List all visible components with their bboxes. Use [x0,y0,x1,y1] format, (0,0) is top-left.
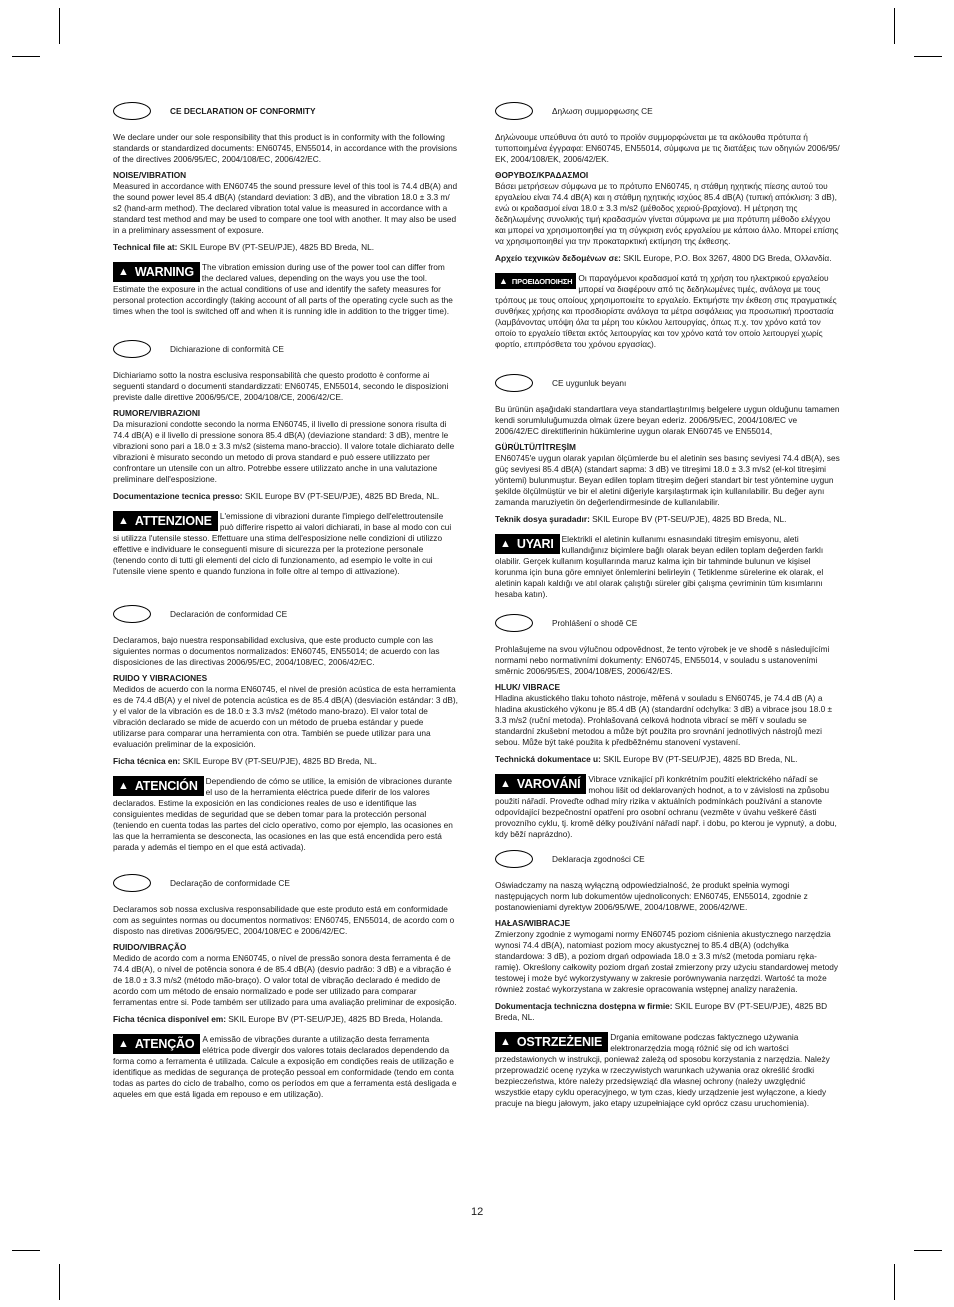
warning-triangle-icon: ▲ [118,779,129,792]
declaration-text: Prohlašujeme na svou výlučnou odpovědnost, že tento výrobek je ve shodě s následujícími normami nebo normativními dokumenty: EN60745, EN55014, v souladu s ustanoveními směrnic 2006/95/ES, 2004/108/ES, 2006/42/ES. [495,644,830,676]
warning-block [113,1034,458,1100]
warning-block [495,534,840,600]
declaration-text: Declaramos sob nossa exclusiva responsabilidade que este produto está em conformidade com as seguintes normas ou documentos normativos: EN60745, EN55014, de acordo com o disposto nas diretivas 2006/95/EC, 2004/108/EC e 2006/42/EC. [113,904,455,936]
section-header [495,374,840,392]
noise-vibration-heading: RUMORE/VIBRAZIONI [113,408,201,418]
noise-vibration-text: Measured in accordance with EN60745 the sound pressure level of this tool is 74.4 dB(A) and the sound power level 85.4 dB(A) (standard deviation: 3 dB), and the vibration 18.0 ± 3.3 m/ s2 (hand-arm method). The declared vibration total value is measured in accordance with a standard test method and may be used to compare one tool with another. It may also be used in a preliminary assessment of exposure. [113,181,458,235]
noise-vibration-text: Medidos de acuerdo con la norma EN60745, el nivel de presión acústica de esta herramienta es de 74.4 dB(A) y el nivel de potencia acústica es de 85.4 dB(A) (desviación estándar: 3 dB), y el valor de la vibración es de 18.0 ± 3.3 m/s2 (método mano-brazo). El valor total de vibración declarado se mide de acuerdo con un método de prueba estándar y puede utilizarse para comparar una herramienta con otra. También se puede utilizar para una evaluación preliminar de la exposición. [113,684,458,749]
warning-text: Drgania emitowane podczas faktycznego używania elektronarzędzia mogą różnić się od ich wartości przedstawionych w instrukcji, ponieważ zależą od sposobu korzystania z narzędzia. Należy przeprowadzić ocenę ryzyka w rzeczywistych warunkach używania oraz określić środki bezpieczeństwa, które należy przedsięwziąć dla własnej ochrony (należy uwzględnić wszystkie etapy cyklu operacyjnego, w tym czas, kiedy urządzenie jest wyłączone, a kiedy pracuje na biegu jałowym, jako etapy uzupełniające cykl oprócz czasu uruchomienia). [495,1032,830,1108]
warning-triangle-icon: ▲ [500,777,511,790]
declaration-section [495,374,840,600]
warning-label-box [113,1034,200,1054]
crop-mark [894,1264,895,1300]
technical-file-line [495,253,840,264]
technical-file-value: SKIL Europe, P.O. Box 3267, 4800 DG Breda, Ολλανδία. [620,253,832,263]
warning-text: The vibration emission during use of the power tool can differ from the declared values, depending on the ways you use the tool. Estimate the exposure in the actual conditions of use and identify the safety measures for personal protection accordingly (taking account of all parts of the operating cycle such as the times when the tool is switched off and when it is running idle in addition to the trigger time). [113,262,453,316]
warning-block [113,262,458,317]
warning-block [495,1032,840,1109]
warning-label: ATTENZIONE [134,513,212,528]
technical-file-line [495,514,840,525]
warning-label-box [113,776,204,796]
technical-file-label: Documentazione tecnica presso: [113,491,243,501]
warning-label-box [113,511,218,531]
technical-file-value: SKIL Europe BV (PT-SEU/PJE), 4825 BD Breda, Holanda. [225,1014,443,1024]
warning-text: Οι παραγόμενοι κραδασμοί κατά τη χρήση του ηλεκτρικού εργαλείου μπορεί να διαφέρουν από τις δεδηλωμένες τιμές, ανάλογα με τους τρόπους με τους οποίους χρησιμοποιείτε το εργαλείο. Εκτιμήστε την έκθεση στις πραγματικές συνθήκες χρήσης και προσδιορίστε ανάλογα τα μέτρα ασφάλειας για προσωπική προστασία (λαμβάνοντας υπόψη όλα τα μέρη του κύκλου λειτουργίας, όπως π.χ. τον χρόνο κατά τον οποίο το εργαλείο τίθεται εκτός λειτουργίας και τον χρόνο κατά τον οποίο λειτουργεί χωρίς φορτίο, επιπρόσθετα του χρόνου εργασίας). [495,273,837,349]
noise-vibration-text: Medido de acordo com a norma EN60745, o nível de pressão sonora desta ferramenta é de 74.4 dB(A), o nível de potência sonora é de 85.4 dB(A) (desvio padrão: 3 dB) e a vibração é de 18.0 ± 3.3 m/s2 (método mão-braço). O valor total de vibração declarado é medido de acordo com um método de ensaio normalizado e pode ser utilizado para comparar ferramentas entre si. Pode também ser utilizado para uma avaliação preliminar de exposição. [113,953,457,1007]
technical-file-value: SKIL Europe BV (PT-SEU/PJE), 4825 BD Breda, NL. [177,242,375,252]
section-title: CE DECLARATION OF CONFORMITY [170,106,316,116]
technical-file-label: Dokumentacja techniczna dostępna w firmie: [495,1001,673,1011]
warning-label-box [113,262,200,282]
language-oval-icon [495,614,533,632]
warning-text: Vibrace vznikající při konkrétním použití elektrického nářadí se mohou lišit od deklarovaných hodnot, a to v závislosti na způsobu použití nářadí. Proveďte odhad míry rizika v aktuálních podmínkách používání a stanovte odpovídající bezpečnostní opatření pro osobní ochranu (vezměte v úvahu veškeré části provozního cyklu, tj. kromě délky používání nářadí např. i dobu, po kterou je vypnutý, a dobu, kdy běží naprázdno). [495,774,837,839]
section-header [113,102,458,120]
noise-vibration-heading: RUIDO/VIBRAÇÃO [113,942,187,952]
technical-file-line [113,1014,458,1025]
warning-text: A emissão de vibrações durante a utilização desta ferramenta elétrica pode divergir dos valores totais declarados dependendo da forma como a ferramenta é utilizada. Calcule a exposição em condições reais de utilização e identifique as medidas de segurança de proteção pessoal em conformidade (tendo em conta todas as partes do ciclo de trabalho, como os períodos em que a ferramenta está desligada e aqueles em que está ligada em repouso e em utilização). [113,1034,457,1099]
noise-vibration-heading: HLUK/ VIBRACE [495,682,560,692]
declaration-text: Oświadczamy na naszą wyłączną odpowiedzialność, że produkt spełnia wymogi następujących norm lub dokumentów ujednoliconych: EN60745, EN55014, zgodnie z postanowieniami dyrektyw 2006/95/WE, 2004/108/WE, 2006/42/WE. [495,880,808,912]
technical-file-label: Teknik dosya şuradadır: [495,514,590,524]
technical-file-value: SKIL Europe BV (PT-SEU/PJE), 4825 BD Breda, NL. [242,491,440,501]
section-header [113,874,458,892]
warning-text: L'emissione di vibrazioni durante l'impiego dell'elettroutensile può differire rispetto ai valori dichiarati, in base al modo con cui si utilizza l'utensile stesso. Effettuare una stima dell'esposizione nelle condizioni di utilizzo effettive e individuare le conseguenti misure di sicurezza per la protezione personale (tenendo conto di tutti gli elementi del ciclo di funzionamento, ad esempio le volte in cui l'utensile viene spento e quando funziona in folle oltre al tempo di attivazione). [113,511,452,576]
warning-label-box [495,273,576,289]
warning-triangle-icon: ▲ [500,1035,511,1048]
technical-file-line [113,491,458,502]
language-oval-icon [113,874,151,892]
warning-text: Elektrikli el aletinin kullanımı esnasındaki titreşim emisyonu, aleti kullandığınız biçimlere bağlı olarak beyan edilen toplam değerden farklı olabilir. Gerçek kullanım koşullarında maruz kalma için bir tahminde bulunun ve kişisel korunma için buna göre emniyet önlemlerini belirleyin ( Tetiklenme sürelerine ek olarak, el aletinin kapalı kaldığı ve atıl olarak çalıştığı süreler gibi çalışma çevriminin tüm kısımlarını hesaba katın). [495,534,824,599]
warning-label-box [495,1032,608,1052]
warning-label: ATENCIÓN [134,778,198,793]
technical-file-line [495,754,840,765]
declaration-section [495,614,840,840]
technical-file-line [113,242,458,253]
crop-mark [59,8,60,44]
left-column [113,102,458,1132]
warning-text: Dependiendo de cómo se utilice, la emisión de vibraciones durante el uso de la herramienta eléctrica puede diferir de los valores declarados. Estime la exposición en las condiciones reales de uso e identifique las consiguientes medidas de seguridad que se deben tomar para la protección personal (teniendo en cuenta todas las partes del ciclo operativo, como por ejemplo, las ocasiones en las que la herramienta se desconecta, las ocasiones en las que está encendida pero está parada y además el tiempo en el que está activada). [113,776,453,852]
warning-block [113,776,458,853]
section-header [113,605,458,623]
section-title: Prohlášení o shodě CE [552,618,638,628]
section-header [495,614,840,632]
crop-mark [894,8,895,44]
noise-vibration-heading: RUIDO Y VIBRACIONES [113,673,208,683]
technical-file-value: SKIL Europe BV (PT-SEU/PJE), 4825 BD Breda, NL. [180,756,377,766]
warning-block [113,511,458,577]
technical-file-value: SKIL Europe BV (PT-SEU/PJE), 4825 BD Breda, NL. [589,514,787,524]
warning-label: VAROVÁNÍ [516,776,581,791]
warning-label: OSTRZEŻENIE [516,1034,603,1049]
crop-mark [914,1250,942,1251]
warning-triangle-icon: ▲ [500,537,511,550]
section-title: Deklaracja zgodności CE [552,854,645,864]
warning-label: UYARI [516,536,554,551]
declaration-text: Δηλώνουμε υπεύθυνα ότι αυτό το προϊόν συμμορφώνεται με τα ακόλουθα πρότυπα ή τυποποιημένα έγγραφα: EN60745, EN55014, σύμφωνα με τις διατάξεις των οδηγιών 2006/95/ ΕΚ, 2004/108/ΕΚ, 2006/42/ΕΚ. [495,132,840,164]
section-title: Declaración de conformidad CE [170,609,288,619]
noise-vibration-text: Βάσει μετρήσεων σύμφωνα με το πρότυπο EN60745, η στάθμη ηχητικής πίεσης αυτού του εργαλείου είναι 74.4 dB(A) και η στάθμη ηχητικής ισχύος 85.4 dB(A) (τυπική απόκλιση: 3 dB), ενώ οι κραδασμοί είναι 18.0 ± 3.3 m/s2 (μέθοδος χεριού-βραχίονα). Η μέτρηση της δεδηλωμένης συνολικής τιμή κραδασμών γίνεται σύμφωνα με μια πρότυπη μέθοδο ελέγχου και μπορεί να χρησιμοποιηθεί για τη σύγκριση ενός εργαλείου με κάποιο άλλο. Μπορεί επίσης να χρησιμοποιηθεί για την προκαταρκτική εκτίμηση της έκθεσης. [495,181,839,246]
declaration-text: Declaramos, bajo nuestra responsabilidad exclusiva, que este producto cumple con las siguientes normas o documentos normalizados: EN60745, EN55014; de acuerdo con las disposiciones de las directivas 2006/95/EC, 2004/108/EC, 2006/42/EC. [113,635,440,667]
technical-file-label: Ficha técnica disponível em: [113,1014,226,1024]
technical-file-value: SKIL Europe BV (PT-SEU/PJE), 4825 BD Breda, NL. [495,1001,828,1022]
warning-triangle-icon: ▲ [499,275,508,286]
warning-label-box [495,534,560,554]
declaration-text: Bu ürünün aşağıdaki standartlara veya standartlaştırılmış belgelere uygun olduğunu tamamen kendi sorumluluğumuzda olmak üzere beyan ederiz. 2006/95/EC, 2004/108/EC ve 2006/42/EC direktiflerinin hükümlerine uygun olarak EN60745 ve EN55014, [495,404,840,436]
declaration-section [113,340,458,577]
noise-vibration-heading: GÜRÜLTÜ/TİTREŞİM [495,442,576,452]
warning-triangle-icon: ▲ [118,514,129,527]
noise-vibration-heading: HAŁAS/WIBRACJE [495,918,571,928]
crop-mark [12,1250,40,1251]
noise-vibration-heading: NOISE/VIBRATION [113,170,187,180]
declaration-section [113,605,458,853]
crop-mark [59,1264,60,1300]
language-oval-icon [113,605,151,623]
warning-label: WARNING [134,264,194,279]
language-oval-icon [495,102,533,120]
section-title: Δηλωση συμμορφωσης CE [552,106,653,116]
section-title: CE uygunluk beyanı [552,378,627,388]
warning-label: ΠΡΟΕΙΔΟΠΟΙΗΣΗ [511,276,573,286]
language-oval-icon [113,340,151,358]
right-column [495,102,840,1142]
technical-file-label: Ficha técnica en: [113,756,181,766]
section-title: Declaração de conformidade CE [170,878,290,888]
noise-vibration-text: Hladina akustického tlaku tohoto nástroje, měřená v souladu s EN60745, je 74.4 dB (A) a hladina akustického výkonu je 85.4 dB (A) (standardní odchylka: 3 dB) a vibrace jsou 18.0 ± 3.3 m/s2 (ruční metoda). Prohlašovaná celková hodnota vibrací se měří v souladu se standardní zkušební metodou a může být použita pro srovnání jednotlivých nástrojů mezi sebou. Může být také použita k předběžnému stanovení vystavení. [495,693,833,747]
technical-file-label: Technical file at: [113,242,178,252]
crop-mark [12,56,40,57]
warning-label: ATENÇÃO [134,1036,195,1051]
section-header [495,102,840,120]
noise-vibration-heading: ΘΟΡΥΒΟΣ/ΚΡΑΔΑΣΜΟΙ [495,170,589,180]
section-title: Dichiarazione di conformità CE [170,344,284,354]
warning-block [495,774,840,840]
section-header [113,340,458,358]
declaration-section [113,874,458,1100]
language-oval-icon [113,102,151,120]
language-oval-icon [495,374,533,392]
technical-file-label: Αρχείο τεχνικών δεδομένων σε: [495,253,621,263]
declaration-section [495,102,840,350]
section-header [495,850,840,868]
declaration-section [113,102,458,317]
page-number: 12 [471,1206,484,1218]
technical-file-label: Technická dokumentace u: [495,754,601,764]
technical-file-line [495,1001,840,1023]
declaration-section [495,850,840,1109]
crop-mark [914,56,942,57]
warning-triangle-icon: ▲ [118,1037,129,1050]
language-oval-icon [495,850,533,868]
declaration-text: Dichiariamo sotto la nostra esclusiva responsabilità che questo prodotto è conforme ai seguenti standard o documenti standardizzati: EN60745, EN55014, secondo le disposizioni previste dalle direttive 2006/95/CE, 2004/108/CE, 2006/42/CE. [113,370,449,402]
warning-label-box [495,774,586,794]
noise-vibration-text: Da misurazioni condotte secondo la norma EN60745, il livello di pressione sonora risulta di 74.4 dB(A) e il livello di pressione sonora 85.4 dB(A) (deviazione standard: 3 dB), mentre le vibrazioni sono pari a 18.0 ± 3.3 m/s2 (sistema mano-braccio). Il valore totale dichiarato delle vibrazioni è misurato secondo un metodo di prova standard e può essere utilizzato per confrontare un utensile con un altro. Potrebbe essere utilizzato anche in una valutazione preliminare dell'esposizione. [113,419,455,484]
warning-block [495,273,840,350]
declaration-text: We declare under our sole responsibility that this product is in conformity with the following standards or standardized documents: EN60745, EN55014, in accordance with the provisions of the directives 2006/95/EC, 2004/108/EC, 2006/42/EC. [113,132,458,164]
technical-file-value: SKIL Europe BV (PT-SEU/PJE), 4825 BD Breda, NL. [600,754,798,764]
warning-triangle-icon: ▲ [118,265,129,278]
noise-vibration-text: EN60745'e uygun olarak yapılan ölçümlerde bu el aletinin ses basınç seviyesi 74.4 dB(A), ses güç seviyesi 85.4 dB(A) (standart sapma: 3 dB) ve titreşimi 18.0 ± 3.3 m/s2 (el-kol titreşimi yöntemi) bulunmuştur. Beyan edilen toplam titreşim değeri standart bir test yöntemine uygun şekilde ölçülmüştür ve bir el aletini diğeriyle karşılaştırmak için kullanılabilir. Bu değer aynı zamanda maruziyetin ön değerlendirmesinde de kullanılabilir. [495,453,840,507]
noise-vibration-text: Zmierzony zgodnie z wymogami normy EN60745 poziom ciśnienia akustycznego narzędzia wynosi 74.4 dB(A), natomiast poziom mocy akustycznej to 85.4 dB(A) (odchyłka standardowa: 3 dB), a poziom drgań odpowiada 18.0 ± 3.3 m/s2 (metoda pomiaru ręka-ramię). Określony całkowity poziom drgań został zmierzony przy użyciu standardowej metody testowej i może być wykorzystywany w zakresie porównywania narzędzi. Wartość ta może również zostać wykorzystana w zakresie opracowania wstępnej analizy narażenia. [495,929,839,994]
technical-file-line [113,756,458,767]
